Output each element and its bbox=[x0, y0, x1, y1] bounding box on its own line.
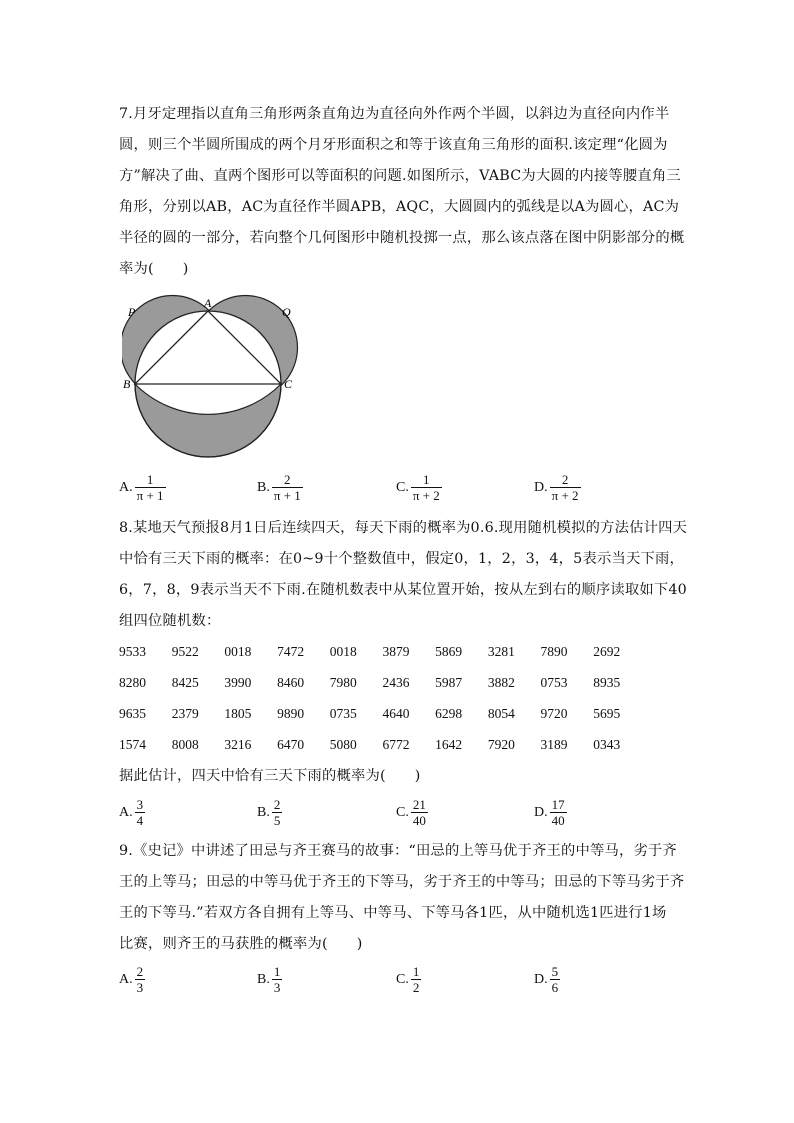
random-number: 0018 bbox=[329, 644, 357, 659]
numerator: 2 bbox=[284, 472, 291, 487]
random-number: 8460 bbox=[277, 675, 305, 690]
random-number: 5869 bbox=[435, 644, 463, 659]
random-number: 8054 bbox=[487, 706, 515, 721]
option-label: A. bbox=[119, 971, 133, 987]
random-number: 0343 bbox=[593, 737, 621, 752]
crescent-figure bbox=[122, 294, 306, 464]
fraction bbox=[411, 797, 428, 828]
fraction bbox=[272, 797, 283, 828]
numerator: 21 bbox=[412, 797, 426, 812]
label-p: P bbox=[128, 305, 136, 319]
q7-option-c[interactable] bbox=[396, 472, 442, 503]
random-number: 0753 bbox=[540, 675, 568, 690]
q7-line-3: 方”解决了曲、直两个图形可以等面积的问题.如图所示，VABC为大圆的内接等腰直角三 bbox=[119, 168, 681, 184]
option-label: C. bbox=[396, 971, 409, 987]
random-number: 6772 bbox=[382, 737, 410, 752]
fraction bbox=[411, 964, 422, 995]
random-number: 6470 bbox=[277, 737, 305, 752]
q9-line-1: 9.《史记》中讲述了田忌与齐王赛马的故事：“田忌的上等马优于齐王的中等马，劣于齐 bbox=[119, 843, 677, 859]
random-number: 3882 bbox=[487, 675, 515, 690]
option-label: C. bbox=[396, 479, 409, 495]
random-number: 0018 bbox=[224, 644, 252, 659]
q9-option-a[interactable] bbox=[119, 964, 145, 995]
q9-option-c[interactable] bbox=[396, 964, 421, 995]
denominator: 3 bbox=[136, 980, 144, 995]
random-number-row bbox=[119, 735, 646, 755]
denominator: π + 2 bbox=[412, 488, 440, 503]
random-number: 2692 bbox=[593, 644, 621, 659]
label-a: A bbox=[204, 296, 212, 310]
q8-line-1: 8.某地天气预报8月1日后连续四天，每天下雨的概率为0.6.现用随机模拟的方法估计四天 bbox=[119, 520, 688, 536]
numerator: 2 bbox=[273, 797, 281, 812]
numerator: 5 bbox=[551, 964, 559, 979]
random-number: 8280 bbox=[119, 675, 146, 690]
numerator: 2 bbox=[561, 472, 569, 487]
numerator: 1 bbox=[273, 964, 281, 979]
q7-line-6: 率为( ) bbox=[119, 261, 189, 277]
denominator: 2 bbox=[412, 980, 420, 995]
random-number: 5080 bbox=[329, 737, 357, 752]
q7-line-5: 半径的圆的一部分，若向整个几何图形中随机投掷一点，那么该点落在图中阴影部分的概 bbox=[119, 230, 685, 246]
random-number: 5987 bbox=[435, 675, 463, 690]
random-number-row bbox=[119, 704, 646, 724]
random-number: 4640 bbox=[382, 706, 410, 721]
random-number: 9522 bbox=[171, 644, 199, 659]
random-number: 7980 bbox=[329, 675, 357, 690]
fraction bbox=[135, 964, 146, 995]
random-number: 0735 bbox=[329, 706, 357, 721]
q9-option-d[interactable] bbox=[534, 964, 560, 995]
option-label: A. bbox=[119, 479, 133, 495]
label-b: B bbox=[123, 377, 131, 391]
q7-option-b[interactable] bbox=[257, 472, 303, 503]
q9-options bbox=[119, 964, 679, 1004]
numerator: 17 bbox=[551, 797, 565, 812]
random-number: 3990 bbox=[224, 675, 252, 690]
denominator: 6 bbox=[551, 980, 559, 995]
random-number: 7472 bbox=[277, 644, 305, 659]
fraction bbox=[272, 964, 283, 995]
option-label: A. bbox=[119, 804, 133, 820]
q8-option-c[interactable] bbox=[396, 797, 428, 828]
q9-line-4: 比赛，则齐王的马获胜的概率为( ) bbox=[119, 936, 363, 952]
random-number: 1642 bbox=[435, 737, 463, 752]
q8-option-d[interactable] bbox=[534, 797, 567, 828]
fraction bbox=[272, 472, 303, 503]
fraction bbox=[135, 797, 146, 828]
fraction bbox=[411, 472, 442, 503]
lower-shaded-region bbox=[135, 384, 281, 457]
denominator: 40 bbox=[412, 813, 426, 828]
q8-line-3: 6，7，8，9表示当天不下雨.在随机数表中从某位置开始，按从左到右的顺序读取如下40 bbox=[119, 582, 687, 598]
random-number: 7890 bbox=[540, 644, 568, 659]
q7-option-d[interactable] bbox=[534, 472, 581, 503]
random-number: 8935 bbox=[593, 675, 621, 690]
fraction bbox=[135, 472, 166, 503]
q7-line-1: 7.月牙定理指以直角三角形两条直角边为直径向外作两个半圆，以斜边为直径向内作半 bbox=[119, 106, 670, 122]
fraction bbox=[550, 797, 567, 828]
denominator: π + 2 bbox=[551, 488, 579, 503]
random-number: 9720 bbox=[540, 706, 568, 721]
label-c: C bbox=[284, 377, 293, 391]
random-number: 2379 bbox=[171, 706, 199, 721]
numerator: 2 bbox=[136, 964, 144, 979]
option-label: B. bbox=[257, 971, 270, 987]
q9-line-3: 王的下等马.”若双方各自拥有上等马、中等马、下等马各1匹，从中随机选1匹进行1场 bbox=[119, 905, 667, 921]
random-number-row bbox=[119, 642, 646, 662]
random-number: 3189 bbox=[540, 737, 568, 752]
random-number: 9890 bbox=[277, 706, 305, 721]
numerator: 1 bbox=[146, 472, 154, 487]
q8-option-b[interactable] bbox=[257, 797, 282, 828]
random-number: 1574 bbox=[119, 737, 146, 752]
q8-option-a[interactable] bbox=[119, 797, 145, 828]
q8-line-4: 组四位随机数： bbox=[119, 613, 221, 629]
q8-line-2: 中恰有三天下雨的概率：在0~9十个整数值中，假定0，1，2，3，4，5表示当天下雨， bbox=[119, 551, 684, 567]
q9-line-2: 王的上等马；田忌的中等马优于齐王的下等马，劣于齐王的中等马；田忌的下等马劣于齐 bbox=[119, 874, 685, 890]
option-label: B. bbox=[257, 804, 270, 820]
q8-options bbox=[119, 797, 679, 837]
random-number: 6298 bbox=[435, 706, 463, 721]
option-label: C. bbox=[396, 804, 409, 820]
denominator: π + 1 bbox=[273, 488, 301, 503]
denominator: 3 bbox=[273, 980, 281, 995]
random-number: 3879 bbox=[382, 644, 410, 659]
random-number: 8425 bbox=[171, 675, 199, 690]
option-label: D. bbox=[534, 971, 548, 987]
denominator: π + 1 bbox=[136, 488, 164, 503]
q8-question: 据此估计，四天中恰有三天下雨的概率为( ) bbox=[119, 768, 421, 784]
random-number: 5695 bbox=[593, 706, 621, 721]
option-label: D. bbox=[534, 479, 548, 495]
random-number: 3216 bbox=[224, 737, 252, 752]
q9-option-b[interactable] bbox=[257, 964, 282, 995]
random-number: 8008 bbox=[171, 737, 199, 752]
option-label: D. bbox=[534, 804, 548, 820]
random-number: 2436 bbox=[382, 675, 410, 690]
random-number: 9533 bbox=[119, 644, 146, 659]
q7-line-2: 圆，则三个半圆所围成的两个月牙形面积之和等于该直角三角形的面积.该定理“化圆为 bbox=[119, 137, 668, 153]
numerator: 1 bbox=[423, 472, 430, 487]
option-label: B. bbox=[257, 479, 270, 495]
fraction bbox=[550, 472, 581, 503]
fraction bbox=[550, 964, 561, 995]
q7-option-a[interactable] bbox=[119, 472, 166, 503]
denominator: 5 bbox=[273, 813, 281, 828]
q7-options bbox=[119, 472, 679, 512]
denominator: 4 bbox=[136, 813, 144, 828]
q7-line-4: 角形，分别以AB，AC为直径作半圆APB，AQC，大圆圆内的弧线是以A为圆心，AC为 bbox=[119, 199, 680, 215]
label-q: Q bbox=[282, 305, 291, 319]
random-number: 1805 bbox=[224, 706, 252, 721]
denominator: 40 bbox=[551, 813, 565, 828]
random-number: 7920 bbox=[487, 737, 515, 752]
random-number-row bbox=[119, 673, 646, 693]
random-number: 9635 bbox=[119, 706, 146, 721]
numerator: 3 bbox=[136, 797, 144, 812]
random-number: 3281 bbox=[487, 644, 515, 659]
numerator: 1 bbox=[412, 964, 420, 979]
